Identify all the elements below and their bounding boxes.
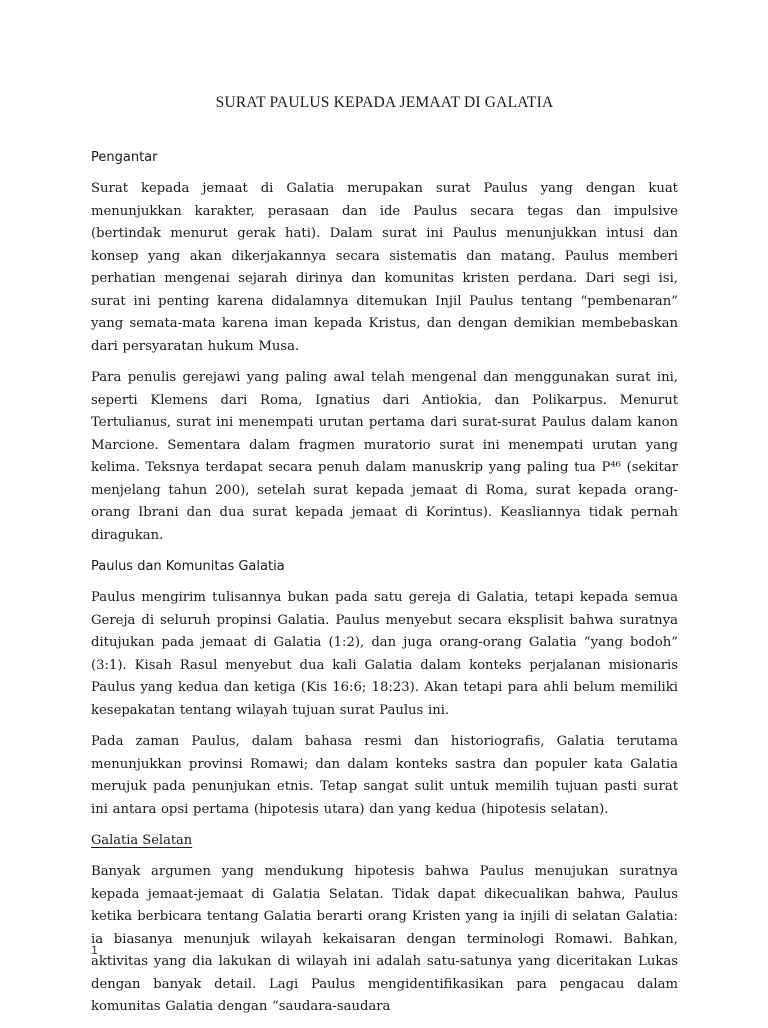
page-number: 1 [91,944,98,957]
section-pengantar [91,147,678,547]
section-galatia-selatan [91,830,678,1019]
paragraph: Para penulis gerejawi yang paling awal telah mengenal dan menggunakan surat ini, seperti Klemens dari Roma, Ignatius dari Antiokia, dan Polikarpus. Menurut Tertulianus, surat ini menempati urutan pertama dari surat-surat Paulus dalam kanon Marcione. Sementara dalam fragmen muratorio surat ini menempati urutan yang kelima. Teksnya terdapat secara penuh dalam manuskrip yang paling tua P⁴⁶ (sekitar menjelang tahun 200), setelah surat kepada jemaat di Roma, surat kepada orang-orang Ibrani dan dua surat kepada jemaat di Korintus). Keasliannya tidak pernah diragukan. [91,370,678,543]
paragraph: Surat kepada jemaat di Galatia merupakan surat Paulus yang dengan kuat menunjukkan karakter, perasaan dan ide Paulus secara tegas dan impulsive (bertindak menurut gerak hati). Dalam surat ini Paulus menunjukkan intusi dan konsep yang akan dikerjakannya secara sistematis dan matang. Paulus memberi perhatian mengenai sejarah dirinya dan komunitas kristen perdana. Dari segi isi, surat ini penting karena didalamnya ditemukan Injil Paulus tentang “pembenaran” yang semata-mata karena iman kepada Kristus, dan dengan demikian membebaskan dari persyaratan hukum Musa. [91,181,678,354]
subsection-heading: Galatia Selatan [91,833,193,848]
document-body [91,147,678,1028]
document-page [91,0,678,1024]
section-heading: Paulus dan Komunitas Galatia [91,559,285,574]
document-title: SURAT PAULUS KEPADA JEMAAT DI GALATIA [215,94,554,111]
paragraph: Banyak argumen yang mendukung hipotesis bahwa Paulus menujukan suratnya kepada jemaat-jemaat di Galatia Selatan. Tidak dapat dikecualikan bahwa, Paulus ketika berbicara tentang Galatia berarti orang Kristen yang ia injili di selatan Galatia: ia biasanya menunjuk wilayah kekaisaran dengan terminologi Romawi. Bahkan, aktivitas yang dia lakukan di wilayah ini adalah satu-satunya yang diceritakan Lukas dengan banyak detail. Lagi Paulus mengidentifikasikan para pengacau dalam komunitas Galatia dengan “saudara-saudara [91,864,678,1014]
paragraph: Paulus mengirim tulisannya bukan pada satu gereja di Galatia, tetapi kepada semua Gereja di seluruh propinsi Galatia. Paulus menyebut secara eksplisit bahwa suratnya ditujukan pada jemaat di Galatia (1:2), dan juga orang-orang Galatia “yang bodoh” (3:1). Kisah Rasul menyebut dua kali Galatia dalam konteks perjalanan misionaris Paulus yang kedua dan ketiga (Kis 16:6; 18:23). Akan tetapi para ahli belum memiliki kesepakatan tentang wilayah tujuan surat Paulus ini. [91,590,678,718]
paragraph: Pada zaman Paulus, dalam bahasa resmi dan historiografis, Galatia terutama menunjukkan provinsi Romawi; dan dalam konteks sastra dan populer kata Galatia merujuk pada penunjukan etnis. Tetap sangat sulit untuk memilih tujuan pasti surat ini antara opsi pertama (hipotesis utara) dan yang kedua (hipotesis selatan). [91,734,678,817]
section-paulus-dan-komunitas-galatia [91,556,678,821]
section-heading: Pengantar [91,150,158,165]
